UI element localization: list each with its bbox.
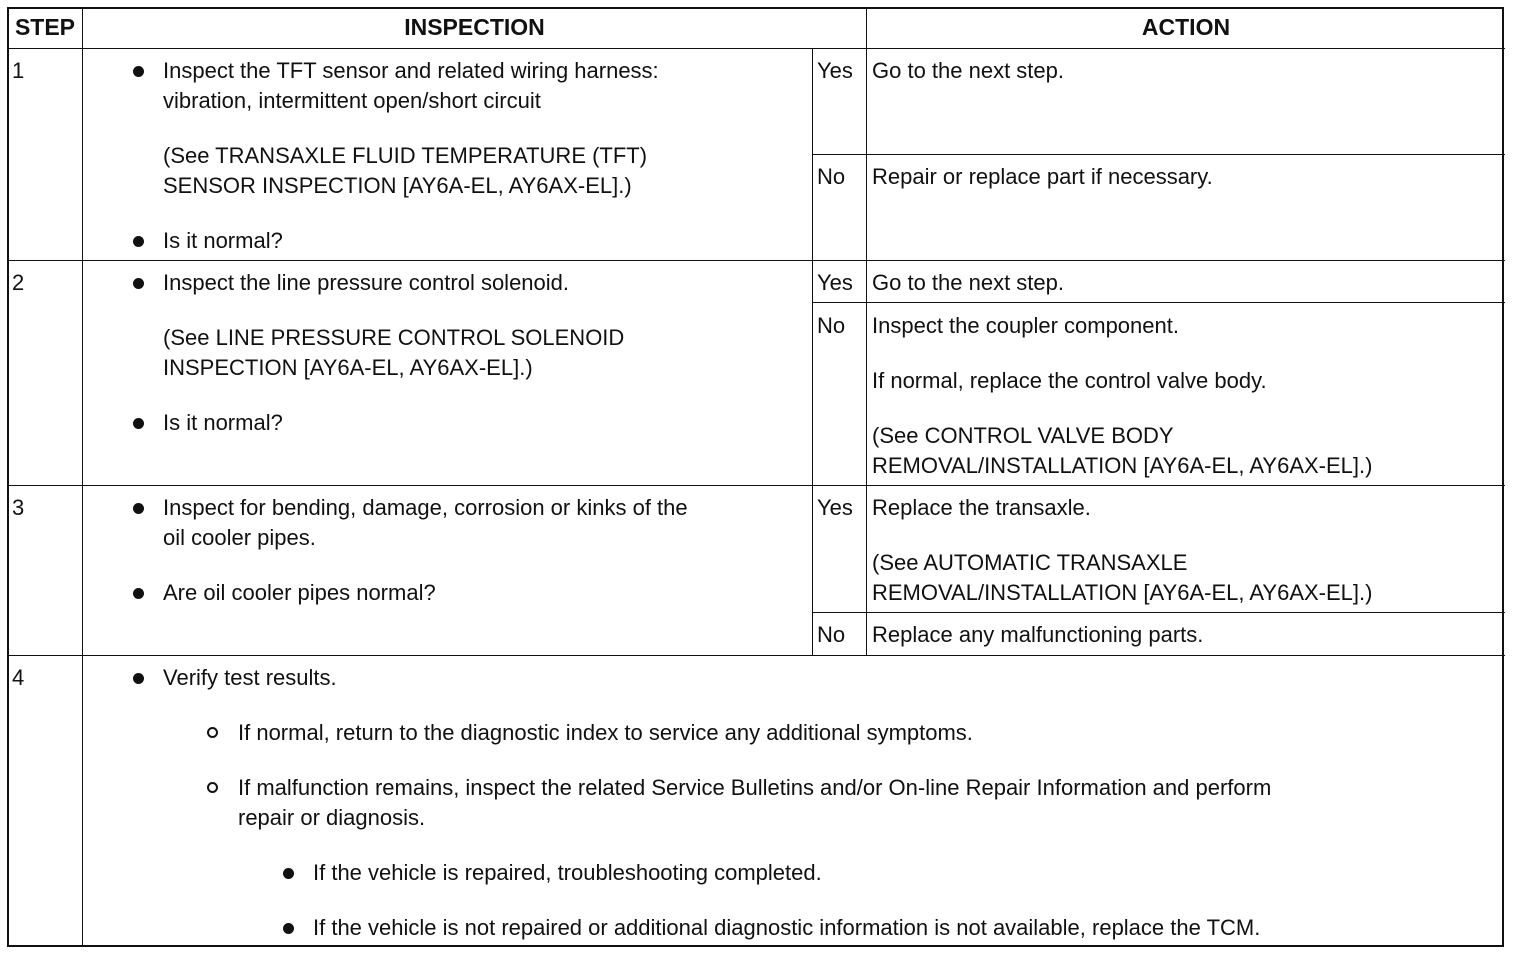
action-text: Go to the next step.	[872, 58, 1065, 83]
inspection-text: Inspect the TFT sensor and related wiring harness:	[163, 58, 659, 83]
inspection-subsubitem: If the vehicle is not repaired or additional diagnostic information is not available, replace the TCM.	[313, 915, 1261, 940]
bullet-icon	[133, 236, 144, 247]
circle-bullet-icon	[207, 727, 218, 738]
no-label: No	[817, 313, 846, 338]
yes-label: Yes	[817, 495, 853, 520]
action-reference: (See CONTROL VALVE BODY	[872, 423, 1174, 448]
action-text: If normal, replace the control valve body.	[872, 368, 1267, 393]
row-divider-3	[8, 655, 1505, 656]
action-text: Replace any malfunctioning parts.	[872, 622, 1204, 647]
inspection-question: Is it normal?	[163, 410, 283, 435]
row2-yes-no-divider	[812, 302, 1505, 303]
bullet-icon	[133, 66, 144, 77]
header-divider	[8, 48, 1505, 49]
inspection-text: oil cooler pipes.	[163, 525, 316, 550]
inspection-text: Inspect for bending, damage, corrosion or kinks of the	[163, 495, 688, 520]
action-column-divider	[866, 8, 867, 655]
no-label: No	[817, 164, 846, 189]
circle-bullet-icon	[207, 782, 218, 793]
bullet-icon	[133, 418, 144, 429]
inspection-reference: SENSOR INSPECTION [AY6A-EL, AY6AX-EL].)	[163, 173, 632, 198]
step-number: 4	[12, 665, 25, 690]
step-column-divider	[82, 8, 83, 946]
header-step: STEP	[14, 14, 76, 40]
action-reference: REMOVAL/INSTALLATION [AY6A-EL, AY6AX-EL].)	[872, 453, 1373, 478]
inspection-question: Are oil cooler pipes normal?	[163, 580, 436, 605]
bullet-icon	[133, 278, 144, 289]
header-inspection: INSPECTION	[404, 14, 545, 40]
bullet-icon	[133, 673, 144, 684]
header-action: ACTION	[1141, 14, 1231, 40]
action-text: Repair or replace part if necessary.	[872, 164, 1213, 189]
inspection-subitem: If malfunction remains, inspect the related Service Bulletins and/or On-line Repair Information and perform	[238, 775, 1272, 800]
action-reference: (See AUTOMATIC TRANSAXLE	[872, 550, 1188, 575]
bullet-icon	[283, 868, 294, 879]
inspection-reference: (See LINE PRESSURE CONTROL SOLENOID	[163, 325, 625, 350]
yes-label: Yes	[817, 270, 853, 295]
action-text: Go to the next step.	[872, 270, 1065, 295]
bullet-icon	[283, 923, 294, 934]
inspection-subsubitem: If the vehicle is repaired, troubleshooting completed.	[313, 860, 822, 885]
inspection-reference: (See TRANSAXLE FLUID TEMPERATURE (TFT)	[163, 143, 648, 168]
inspection-text: Verify test results.	[163, 665, 337, 690]
row-divider-2	[8, 485, 1505, 486]
no-label: No	[817, 622, 846, 647]
bullet-icon	[133, 588, 144, 599]
inspection-reference: INSPECTION [AY6A-EL, AY6AX-EL].)	[163, 355, 533, 380]
inspection-text: vibration, intermittent open/short circuit	[163, 88, 541, 113]
row1-yes-no-divider	[812, 154, 1505, 155]
step-number: 3	[12, 495, 25, 520]
step-number: 1	[12, 58, 25, 83]
bullet-icon	[133, 503, 144, 514]
row3-yes-no-divider	[812, 612, 1505, 613]
yes-no-column-divider	[812, 48, 813, 655]
yes-label: Yes	[817, 58, 853, 83]
inspection-subitem: repair or diagnosis.	[238, 805, 426, 830]
inspection-question: Is it normal?	[163, 228, 283, 253]
step-number: 2	[12, 270, 25, 295]
inspection-text: Inspect the line pressure control solenoid.	[163, 270, 570, 295]
inspection-subitem: If normal, return to the diagnostic index to service any additional symptoms.	[238, 720, 973, 745]
row-divider-1	[8, 260, 1505, 261]
action-reference: REMOVAL/INSTALLATION [AY6A-EL, AY6AX-EL].)	[872, 580, 1373, 605]
action-text: Replace the transaxle.	[872, 495, 1091, 520]
action-text: Inspect the coupler component.	[872, 313, 1179, 338]
